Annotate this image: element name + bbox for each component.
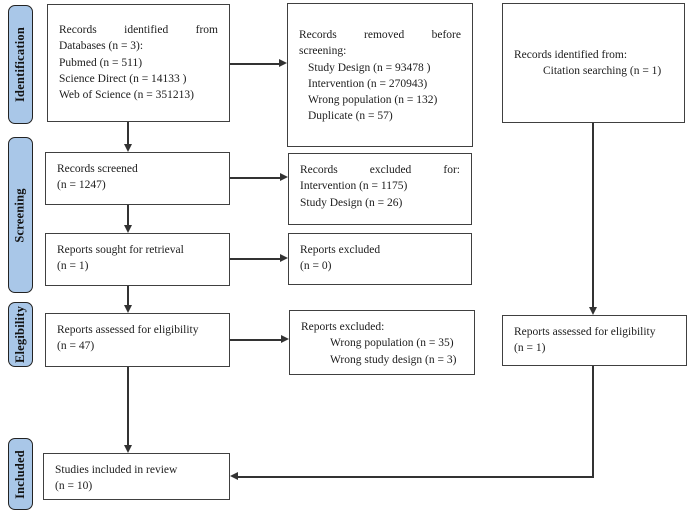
box-line: Reports excluded: bbox=[301, 321, 385, 333]
box-line: Records identified from bbox=[59, 24, 218, 36]
arrow-identified-to-removed-line bbox=[230, 63, 280, 65]
arrow-citation-assessed-elbow-horizontal bbox=[238, 476, 594, 478]
stage-eligibility-label: Elegibility bbox=[13, 305, 28, 364]
stage-screening bbox=[8, 137, 33, 293]
box-records-excluded-for bbox=[288, 153, 472, 225]
stage-included bbox=[8, 438, 33, 510]
arrow-identified-to-screened-head bbox=[124, 144, 132, 152]
box-line: Intervention (n = 1175) bbox=[300, 180, 408, 193]
box-line: Reports assessed for eligibility bbox=[57, 324, 199, 336]
box-line: Reports excluded bbox=[300, 244, 381, 256]
box-reports-excluded bbox=[288, 233, 472, 285]
box-line: Reports assessed for eligibility bbox=[514, 326, 656, 338]
box-records-identified-databases bbox=[47, 4, 230, 122]
box-citation-identified bbox=[502, 3, 685, 123]
arrow-citation-assessed-elbow-vertical bbox=[592, 366, 594, 478]
box-line: Intervention (n = 270943) bbox=[308, 77, 428, 90]
box-line: (n = 1) bbox=[57, 260, 89, 273]
stage-included-label: Included bbox=[13, 449, 27, 499]
box-line: Wrong study design (n = 3) bbox=[330, 353, 457, 366]
box-records-removed-before-screening bbox=[287, 3, 473, 147]
box-line: Studies included in review bbox=[55, 464, 178, 476]
box-line: Science Direct (n = 14133 ) bbox=[59, 72, 187, 85]
arrow-identified-to-removed-head bbox=[279, 59, 287, 67]
arrow-sought-to-assessed-line bbox=[127, 286, 129, 306]
box-line: (n = 1247) bbox=[57, 179, 106, 192]
arrow-assessed-to-included-line bbox=[127, 367, 129, 446]
box-studies-included bbox=[43, 453, 230, 500]
box-reports-assessed-citation bbox=[502, 315, 687, 366]
box-line: Study Design (n = 93478 ) bbox=[308, 61, 431, 74]
arrow-screened-to-excluded-line bbox=[230, 177, 281, 179]
stage-identification bbox=[8, 5, 33, 124]
box-line: Wrong population (n = 132) bbox=[308, 94, 438, 107]
stage-screening-label: Screening bbox=[13, 187, 28, 243]
box-line: (n = 47) bbox=[57, 340, 95, 353]
box-line: Citation searching (n = 1) bbox=[543, 65, 662, 77]
box-line: Pubmed (n = 511) bbox=[59, 56, 143, 69]
box-line: Reports sought for retrieval bbox=[57, 244, 184, 256]
box-line: Study Design (n = 26) bbox=[300, 196, 403, 209]
box-line: Records screened bbox=[57, 163, 138, 175]
arrow-screened-to-excluded-head bbox=[280, 173, 288, 181]
box-line: Web of Science (n = 351213) bbox=[59, 89, 194, 102]
arrow-assessed-to-excluded-head bbox=[281, 335, 289, 343]
arrow-screened-to-sought-line bbox=[127, 205, 129, 226]
box-line: Records excluded for: bbox=[300, 164, 460, 176]
box-line: screening: bbox=[299, 45, 347, 58]
arrow-sought-to-excluded-line bbox=[230, 258, 281, 260]
stage-eligibility bbox=[8, 302, 33, 367]
box-line: Duplicate (n = 57) bbox=[308, 110, 393, 123]
arrow-assessed-to-included-head bbox=[124, 445, 132, 453]
box-line: (n = 0) bbox=[300, 260, 332, 273]
stage-identification-label: Identification bbox=[13, 26, 27, 103]
box-line: Wrong population (n = 35) bbox=[330, 337, 454, 350]
box-line: Records identified from: bbox=[514, 48, 628, 61]
box-line: (n = 1) bbox=[514, 342, 546, 355]
box-line: (n = 10) bbox=[55, 480, 93, 493]
arrow-citation-to-included-head bbox=[230, 472, 238, 480]
arrow-sought-to-assessed-head bbox=[124, 305, 132, 313]
box-line: Records removed before bbox=[299, 29, 461, 41]
box-reports-excluded-detail bbox=[289, 310, 475, 375]
arrow-sought-to-excluded-head bbox=[280, 254, 288, 262]
arrow-citation-to-assessed-head bbox=[589, 307, 597, 315]
box-reports-sought bbox=[45, 233, 230, 286]
box-records-screened bbox=[45, 152, 230, 205]
arrow-identified-to-screened-line bbox=[127, 122, 129, 145]
arrow-screened-to-sought-head bbox=[124, 225, 132, 233]
arrow-citation-to-assessed-line bbox=[592, 123, 594, 308]
arrow-assessed-to-excluded-line bbox=[230, 339, 282, 341]
box-line: Databases (n = 3): bbox=[59, 40, 144, 53]
box-reports-assessed bbox=[45, 313, 230, 367]
